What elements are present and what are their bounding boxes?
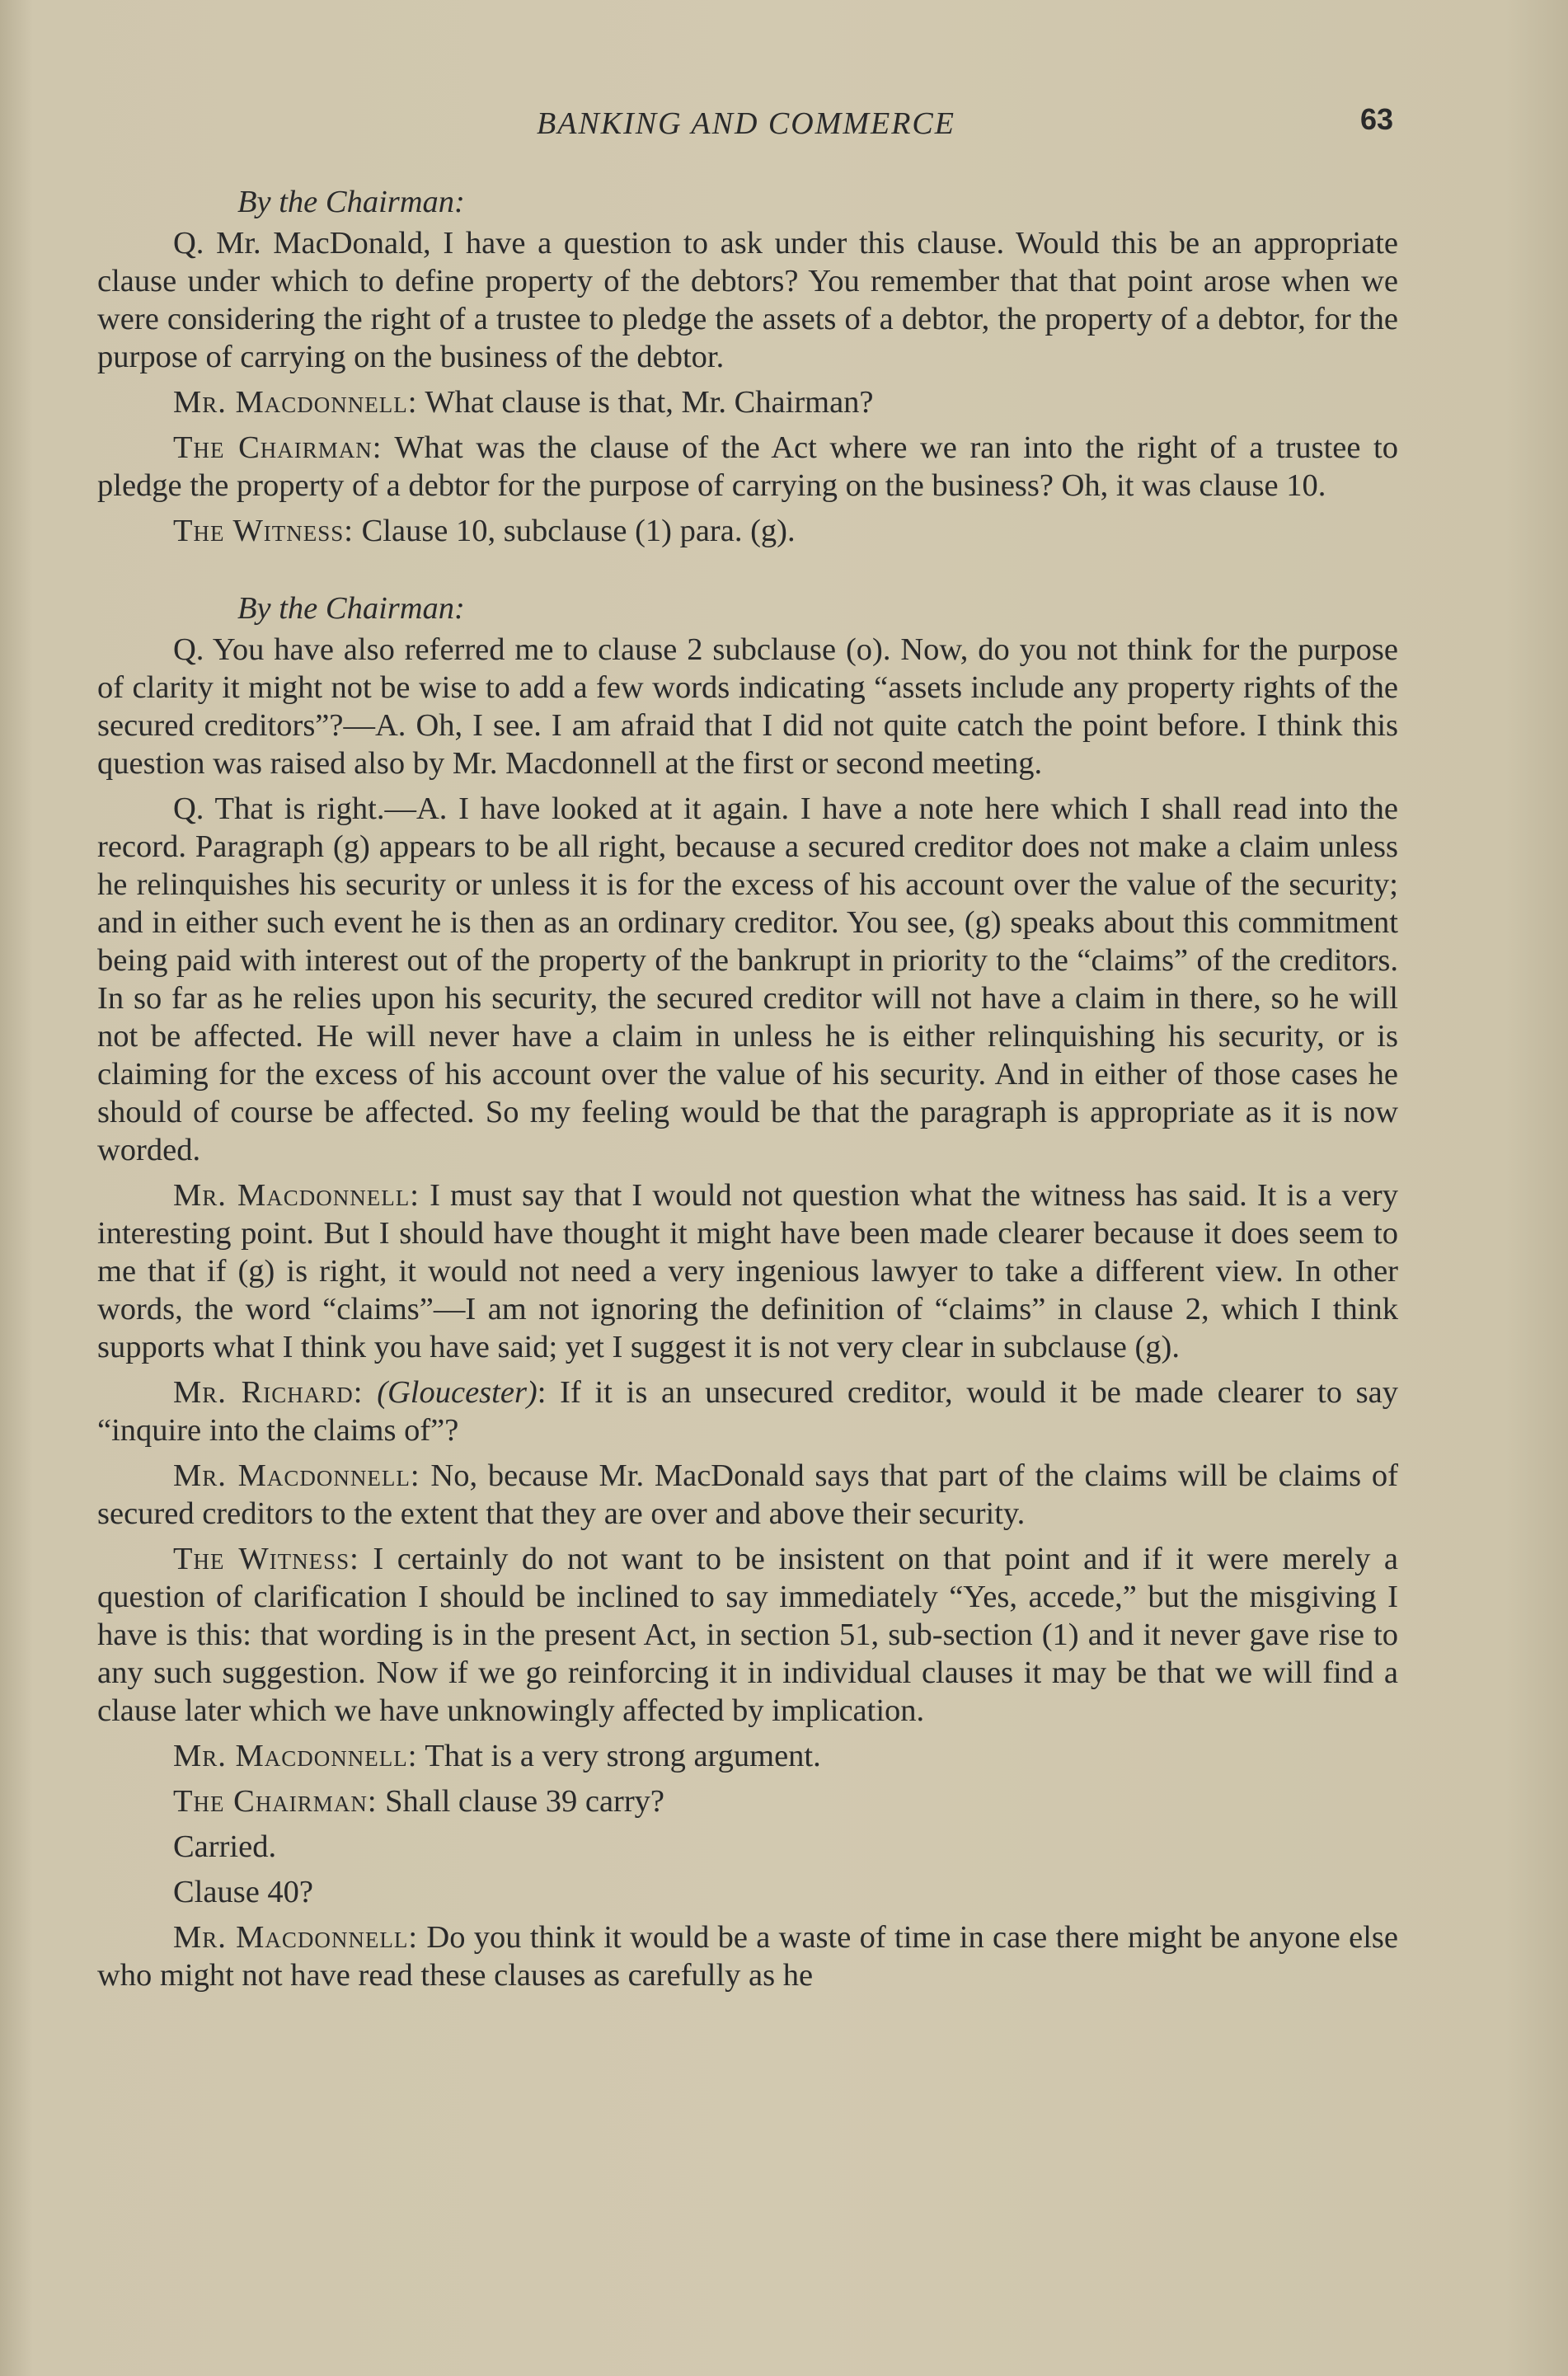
speaker-name: The Witness: [173, 514, 354, 548]
speaker-name: The Chairman: [173, 1784, 378, 1819]
speech-paragraph [97, 1540, 1398, 1730]
speaker-name: Mr. Macdonnell: [173, 385, 418, 420]
procedural-line: Carried. [173, 1829, 277, 1864]
speech-text: That is a very strong argument. [417, 1739, 821, 1773]
speech-text: No, because Mr. MacDonald says that part of the claims will be claims of secured creditors to the extent that they are over and above their security. [97, 1458, 1398, 1531]
speech-paragraph [97, 1918, 1398, 1994]
question-paragraph: Q. That is right.—A. I have looked at it again. I have a note here which I shall read into the record. Paragraph (g) appears to be all right, because a secured creditor does not make a claim unless he relinquishes his security or unless it is for the excess of his account over the value of the security; and in either such event he is then as an ordinary creditor. You see, (g) speaks about this commitment being paid with interest out of the property of the bankrupt in priority to the “claims” of the creditors. In so far as he relies upon his security, the secured creditor will not have a claim in there, so he will not be affected. He will never have a claim in unless he is either relinquishing his security, or is claiming for the excess of his account over the value of his security. And in either of those cases he should of course be affected. So my feeling would be that the paragraph is appropriate as it is now worded. [97, 791, 1398, 1167]
speaker-name: Mr. Macdonnell: [173, 1920, 419, 1955]
page-header [99, 99, 1393, 148]
speaker-name: Mr. Macdonnell: [173, 1739, 418, 1773]
speech-text: I must say that I would not question what the witness has said. It is a very interesting point. But I should have thought it might have been made clearer because it does seem to me that if (g) is right, it would not need a very ingenious lawyer to take a different view. In other words, the word “claims”—I am not ignoring the definition of “claims” in clause 2, which I think supports what I think you have said; yet I suggest it is not very clear in subclause (g). [97, 1178, 1398, 1364]
transcript-body [97, 183, 1398, 2002]
section-heading: By the Chairman: [237, 591, 465, 626]
speech-paragraph [97, 1782, 1398, 1820]
speech-text: Shall clause 39 carry? [377, 1784, 665, 1819]
speech-paragraph [97, 383, 1398, 421]
speech-text: What was the clause of the Act where we ran into the right of a trustee to pledge the property of a debtor for the purpose of carrying on the business? Oh, it was clause 10. [97, 430, 1398, 503]
speech-paragraph [97, 1373, 1398, 1449]
speaker-name: The Witness: [173, 1542, 359, 1576]
speaker-riding: (Gloucester) [377, 1375, 538, 1410]
page-number: 63 [1359, 102, 1393, 136]
speaker-name: Mr. Macdonnell: [173, 1458, 420, 1493]
speech-text: : If it is an unsecured creditor, would it be made clearer to say “inquire into the claims of”? [97, 1375, 1398, 1448]
speech-paragraph [97, 429, 1398, 505]
speaker-name: Mr. Macdonnell: [173, 1178, 420, 1213]
running-head: BANKING AND COMMERCE [537, 106, 955, 141]
speech-paragraph [97, 1176, 1398, 1366]
speech-text: I certainly do not want to be insistent on that point and if it were merely a question of clarification I should be inclined to say immediately “Yes, accede,” but the misgiving I have is this: that wording is in the present Act, in section 51, sub-section (1) and it never gave rise to any such suggestion. Now if we go reinforcing it in individual clauses it may be that we will find a clause later which we have unknowingly affected by implication. [97, 1542, 1398, 1728]
speech-paragraph [97, 512, 1398, 550]
question-paragraph: Q. You have also referred me to clause 2 subclause (o). Now, do you not think for the purpose of clarity it might not be wise to add a few words indicating “assets include any property rights of the secured creditors”?—A. Oh, I see. I am afraid that I did not quite catch the point before. I think this question was raised also by Mr. Macdonnell at the first or second meeting. [97, 632, 1398, 781]
speech-paragraph [97, 1457, 1398, 1533]
section-heading: By the Chairman: [237, 185, 465, 219]
speech-text: Do you think it would be a waste of time in case there might be anyone else who might not have read these clauses as carefully as he [97, 1920, 1398, 1993]
speaker-name: The Chairman: [173, 430, 383, 465]
speech-text: Clause 10, subclause (1) para. (g). [353, 514, 796, 548]
speech-paragraph [97, 1737, 1398, 1775]
speech-text: What clause is that, Mr. Chairman? [417, 385, 874, 420]
speaker-name: Mr. Richard: [173, 1375, 364, 1410]
procedural-line: Clause 40? [173, 1875, 313, 1909]
question-paragraph: Q. Mr. MacDonald, I have a question to ask under this clause. Would this be an appropriate clause under which to define property of the debtors? You remember that that point arose when we were considering the right of a trustee to pledge the assets of a debtor, the property of a debtor, for the purpose of carrying on the business of the debtor. [97, 226, 1398, 374]
